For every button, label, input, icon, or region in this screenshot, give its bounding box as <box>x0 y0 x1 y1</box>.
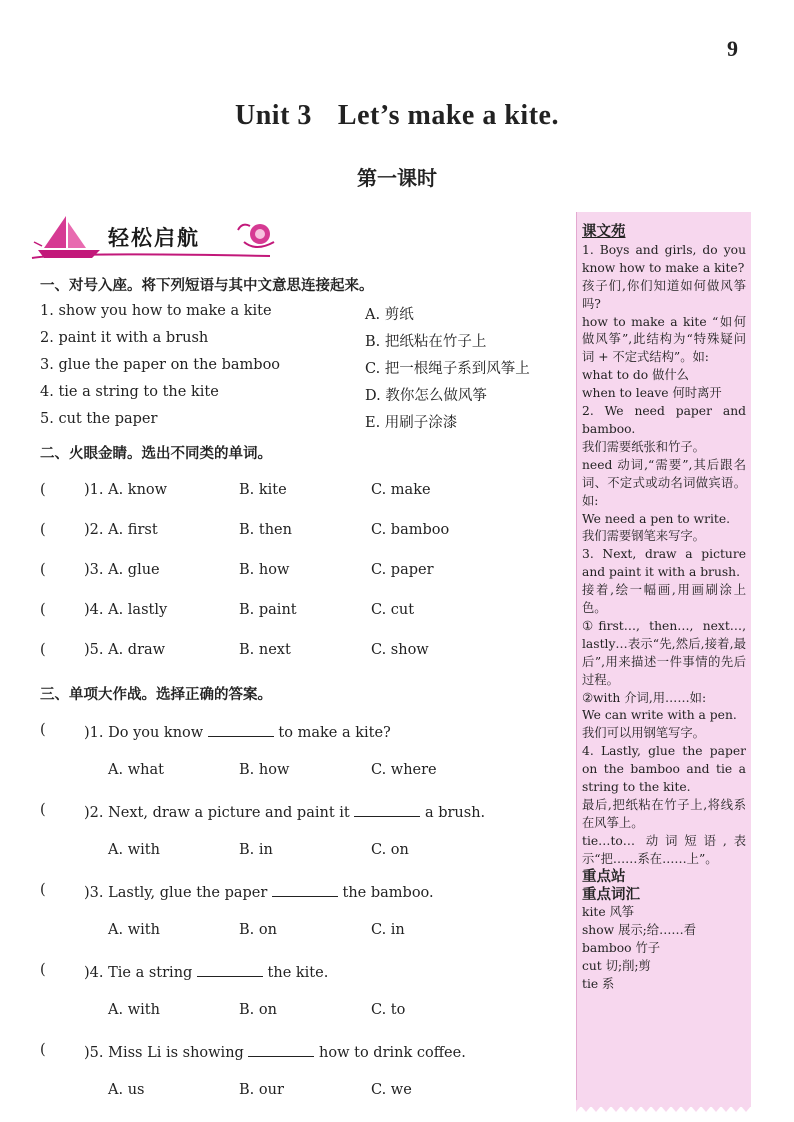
q3-4-pre: )4. Tie a string <box>84 965 193 981</box>
answer-paren[interactable]: ( <box>40 482 46 498</box>
q3-4-stem <box>84 962 328 981</box>
q3-4-post: the kite. <box>267 965 329 981</box>
q3-2-post: a brush. <box>424 805 486 821</box>
q3-5-stem <box>84 1042 466 1061</box>
sidebar-paragraph: 我们需要钢笔来写字。 <box>582 529 705 544</box>
q3-2-stem <box>84 802 485 821</box>
sidebar-paragraph: ②with 介词,用……如: <box>582 690 707 705</box>
q3-3-post: the bamboo. <box>342 885 434 901</box>
q3-3-option-c: C. in <box>371 922 405 938</box>
answer-paren[interactable]: ( <box>40 802 46 818</box>
sidebar-content <box>582 224 746 994</box>
q2-1-option-a: )1. A. know <box>84 482 168 498</box>
q3-3-pre: )3. Lastly, glue the paper <box>84 885 268 901</box>
answer-paren[interactable]: ( <box>40 722 46 738</box>
vocab-item: cut 切;削;剪 <box>582 959 651 974</box>
q3-1-option-b: B. how <box>239 762 290 778</box>
sidebar-paragraph: tie…to… 动词短语,表示“把……系在……上”。 <box>582 833 746 866</box>
q3-2-option-c: C. on <box>371 842 409 858</box>
sidebar-heading-text-notes: 课文苑 <box>582 224 626 240</box>
q3-5-pre: )5. Miss Li is showing <box>84 1045 244 1061</box>
fill-blank[interactable] <box>197 962 263 977</box>
match-right-a: A. 剪纸 <box>365 307 414 323</box>
q3-1-option-c: C. where <box>371 762 437 778</box>
match-left-1: 1. show you how to make a kite <box>40 303 272 319</box>
sidebar-paragraph: 最后,把纸粘在竹子上,将线系在风筝上。 <box>582 798 746 830</box>
sidebar-heading-key-points: 重点站 <box>582 868 626 885</box>
sidebar-paragraph: need 动词,“需要”,其后跟名词、不定式或动名词做宾语。如: <box>582 457 746 508</box>
sidebar-paragraph: 4. Lastly, glue the paper on the bamboo and tie a string to the kite. <box>582 744 746 795</box>
q2-3-option-b: B. how <box>239 562 290 578</box>
q3-4-option-c: C. to <box>371 1002 406 1018</box>
unit-title: Let’s make a kite. <box>337 100 559 131</box>
q2-2-option-a: )2. A. first <box>84 522 158 538</box>
q3-3-option-b: B. on <box>239 922 277 938</box>
sidebar-paragraph: when to leave 何时离开 <box>582 386 722 401</box>
q2-2-option-c: C. bamboo <box>371 522 450 538</box>
sidebar-paragraph: 1. Boys and girls, do you know how to make a kite? <box>582 242 746 275</box>
fill-blank[interactable] <box>354 802 420 817</box>
q3-5-option-a: A. us <box>108 1082 145 1098</box>
q2-2-option-b: B. then <box>239 522 292 538</box>
answer-paren[interactable]: ( <box>40 882 46 898</box>
q2-4-option-c: C. cut <box>371 602 415 618</box>
match-left-4: 4. tie a string to the kite <box>40 384 219 400</box>
q3-1-post: to make a kite? <box>278 725 391 741</box>
q3-1-option-a: A. what <box>108 762 164 778</box>
sidebar-paragraph: 我们需要纸张和竹子。 <box>582 439 705 454</box>
sidebar-paragraph: 我们可以用钢笔写字。 <box>582 726 705 741</box>
sidebar-heading-vocabulary: 重点词汇 <box>582 886 640 903</box>
sidebar-torn-edge <box>576 1100 751 1114</box>
q2-1-option-c: C. make <box>371 482 431 498</box>
sidebar-paragraph: 孩子们,你们知道如何做风筝吗? <box>582 278 746 311</box>
sidebar-paragraph: 3. Next, draw a picture and paint it with a brush. <box>582 547 746 580</box>
answer-paren[interactable]: ( <box>40 522 46 538</box>
section-1-heading: 一、对号入座。将下列短语与其中文意思连接起来。 <box>40 278 374 294</box>
fill-blank[interactable] <box>272 882 338 897</box>
vocab-item: kite 风筝 <box>582 905 635 920</box>
q2-3-option-a: )3. A. glue <box>84 562 160 578</box>
q3-3-stem <box>84 882 434 901</box>
vocab-item: tie 系 <box>582 977 615 992</box>
answer-paren[interactable]: ( <box>40 962 46 978</box>
answer-paren[interactable]: ( <box>40 602 46 618</box>
sidebar-paragraph: We need a pen to write. <box>582 511 731 526</box>
q3-4-option-a: A. with <box>108 1002 160 1018</box>
match-left-3: 3. glue the paper on the bamboo <box>40 357 281 373</box>
match-right-c: C. 把一根绳子系到风筝上 <box>365 361 530 377</box>
q3-4-option-b: B. on <box>239 1002 277 1018</box>
match-right-d: D. 教你怎么做风筝 <box>365 388 487 404</box>
answer-paren[interactable]: ( <box>40 1042 46 1058</box>
q3-5-post: how to drink coffee. <box>319 1045 466 1061</box>
lesson-subtitle: 第一课时 <box>357 166 437 190</box>
q3-5-option-b: B. our <box>239 1082 284 1098</box>
q3-1-pre: )1. Do you know <box>84 725 204 741</box>
page-title <box>0 100 794 132</box>
answer-paren[interactable]: ( <box>40 642 46 658</box>
q2-5-option-b: B. next <box>239 642 291 658</box>
sidebar-paragraph: We can write with a pen. <box>582 708 737 723</box>
q2-3-option-c: C. paper <box>371 562 434 578</box>
sidebar-paragraph: 接着,绘一幅画,用画刷涂上色。 <box>582 583 746 616</box>
match-left-5: 5. cut the paper <box>40 411 158 427</box>
q2-5-option-c: C. show <box>371 642 429 658</box>
match-right-b: B. 把纸粘在竹子上 <box>365 334 487 350</box>
q3-5-option-c: C. we <box>371 1082 412 1098</box>
q2-1-option-b: B. kite <box>239 482 287 498</box>
sidebar-paragraph: ①first…, then…, next…, lastly…表示“先,然后,接着,最后”,用来描述一件事情的先后过程。 <box>582 618 746 687</box>
sidebar-paragraph: 2. We need paper and bamboo. <box>582 404 746 436</box>
q3-2-option-a: A. with <box>108 842 160 858</box>
answer-paren[interactable]: ( <box>40 562 46 578</box>
section-banner <box>30 212 280 262</box>
fill-blank[interactable] <box>248 1042 314 1057</box>
sidebar-paragraph: what to do 做什么 <box>582 368 689 383</box>
notes-sidebar <box>576 212 751 1107</box>
match-left-2: 2. paint it with a brush <box>40 330 209 346</box>
q3-3-option-a: A. with <box>108 922 160 938</box>
section-3-heading: 三、单项大作战。选择正确的答案。 <box>40 687 272 703</box>
fill-blank[interactable] <box>208 722 274 737</box>
sidebar-paragraph: how to make a kite “如何做风筝”,此结构为“特殊疑问词 + 不定式结构”。如: <box>582 314 746 365</box>
section-2-heading: 二、火眼金睛。选出不同类的单词。 <box>40 446 272 462</box>
q3-2-option-b: B. in <box>239 842 273 858</box>
vocab-item: bamboo 竹子 <box>582 941 661 956</box>
unit-label: Unit 3 <box>235 100 312 131</box>
q3-1-stem <box>84 722 391 741</box>
vocab-item: show 展示;给……看 <box>582 923 696 938</box>
page-number: 9 <box>727 36 738 61</box>
q2-5-option-a: )5. A. draw <box>84 642 166 658</box>
q2-4-option-b: B. paint <box>239 602 297 618</box>
q3-2-pre: )2. Next, draw a picture and paint it <box>84 805 350 821</box>
match-right-e: E. 用刷子涂漆 <box>365 415 458 431</box>
q2-4-option-a: )4. A. lastly <box>84 602 168 618</box>
banner-label: 轻松启航 <box>108 226 200 250</box>
